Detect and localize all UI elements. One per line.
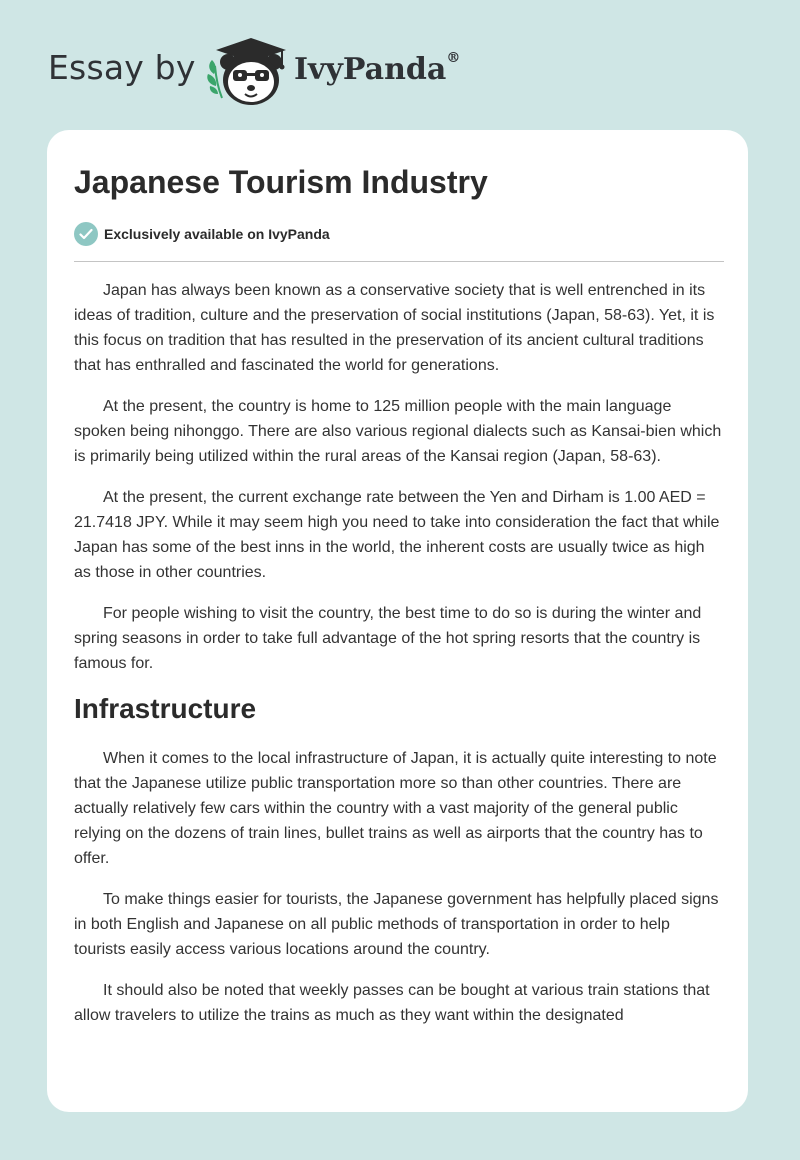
article-body xyxy=(74,278,724,1044)
divider xyxy=(74,261,724,262)
site-header xyxy=(48,36,508,108)
brand-name[interactable] xyxy=(294,52,460,87)
brand-name-text: IvyPanda xyxy=(294,52,447,87)
paragraph: It should also be noted that weekly passes can be bought at various train stations that allow travelers to utilize the trains as much as they want within the designated xyxy=(74,982,710,1024)
paragraph: Japan has always been known as a conservative society that is well entrenched in its ideas of tradition, culture and the preservation of social institutions (Japan, 58-63). Yet, it is this focus on tradition that has resulted in the preservation of its ancient cultural traditions that has enthralled and fascinated the world for generations. xyxy=(74,282,715,374)
paragraph: For people wishing to visit the country, the best time to do so is during the winter and spring seasons in order to take full advantage of the hot spring resorts that the country is famous for. xyxy=(74,605,702,672)
essay-card xyxy=(47,130,748,1112)
registered-mark: ® xyxy=(446,50,461,66)
paragraph: At the present, the country is home to 125 million people with the main language spoken being nihonggo. There are also various regional dialects such as Kansai-bien which is primarily being utilized within the rural areas of the Kansai region (Japan, 58-63). xyxy=(74,398,722,465)
essay-by-label: Essay by xyxy=(48,48,196,87)
paragraph: When it comes to the local infrastructure of Japan, it is actually quite interesting to note that the Japanese utilize public transportation more so than other countries. There are actually relatively few cars within the country with a vast majority of the general public relying on the dozens of train lines, bullet trains as well as airports that the country has to offer. xyxy=(74,750,717,867)
check-circle-icon xyxy=(74,222,98,246)
exclusive-badge xyxy=(74,222,330,246)
exclusive-label: Exclusively available on IvyPanda xyxy=(104,226,330,242)
paragraph: At the present, the current exchange rate between the Yen and Dirham is 1.00 AED = 21.7418 JPY. While it may seem high you need to take into consideration the fact that while Japan has some of the best inns in the world, the inherent costs are usually twice as high as those in other countries. xyxy=(74,489,720,581)
paragraph: To make things easier for tourists, the Japanese government has helpfully placed signs in both English and Japanese on all public methods of transportation in order to help tourists easily access various locations around the country. xyxy=(74,891,719,958)
panda-graduate-logo-icon[interactable] xyxy=(204,36,290,108)
page-title: Japanese Tourism Industry xyxy=(74,164,488,200)
section-heading-infrastructure: Infrastructure xyxy=(74,693,257,724)
